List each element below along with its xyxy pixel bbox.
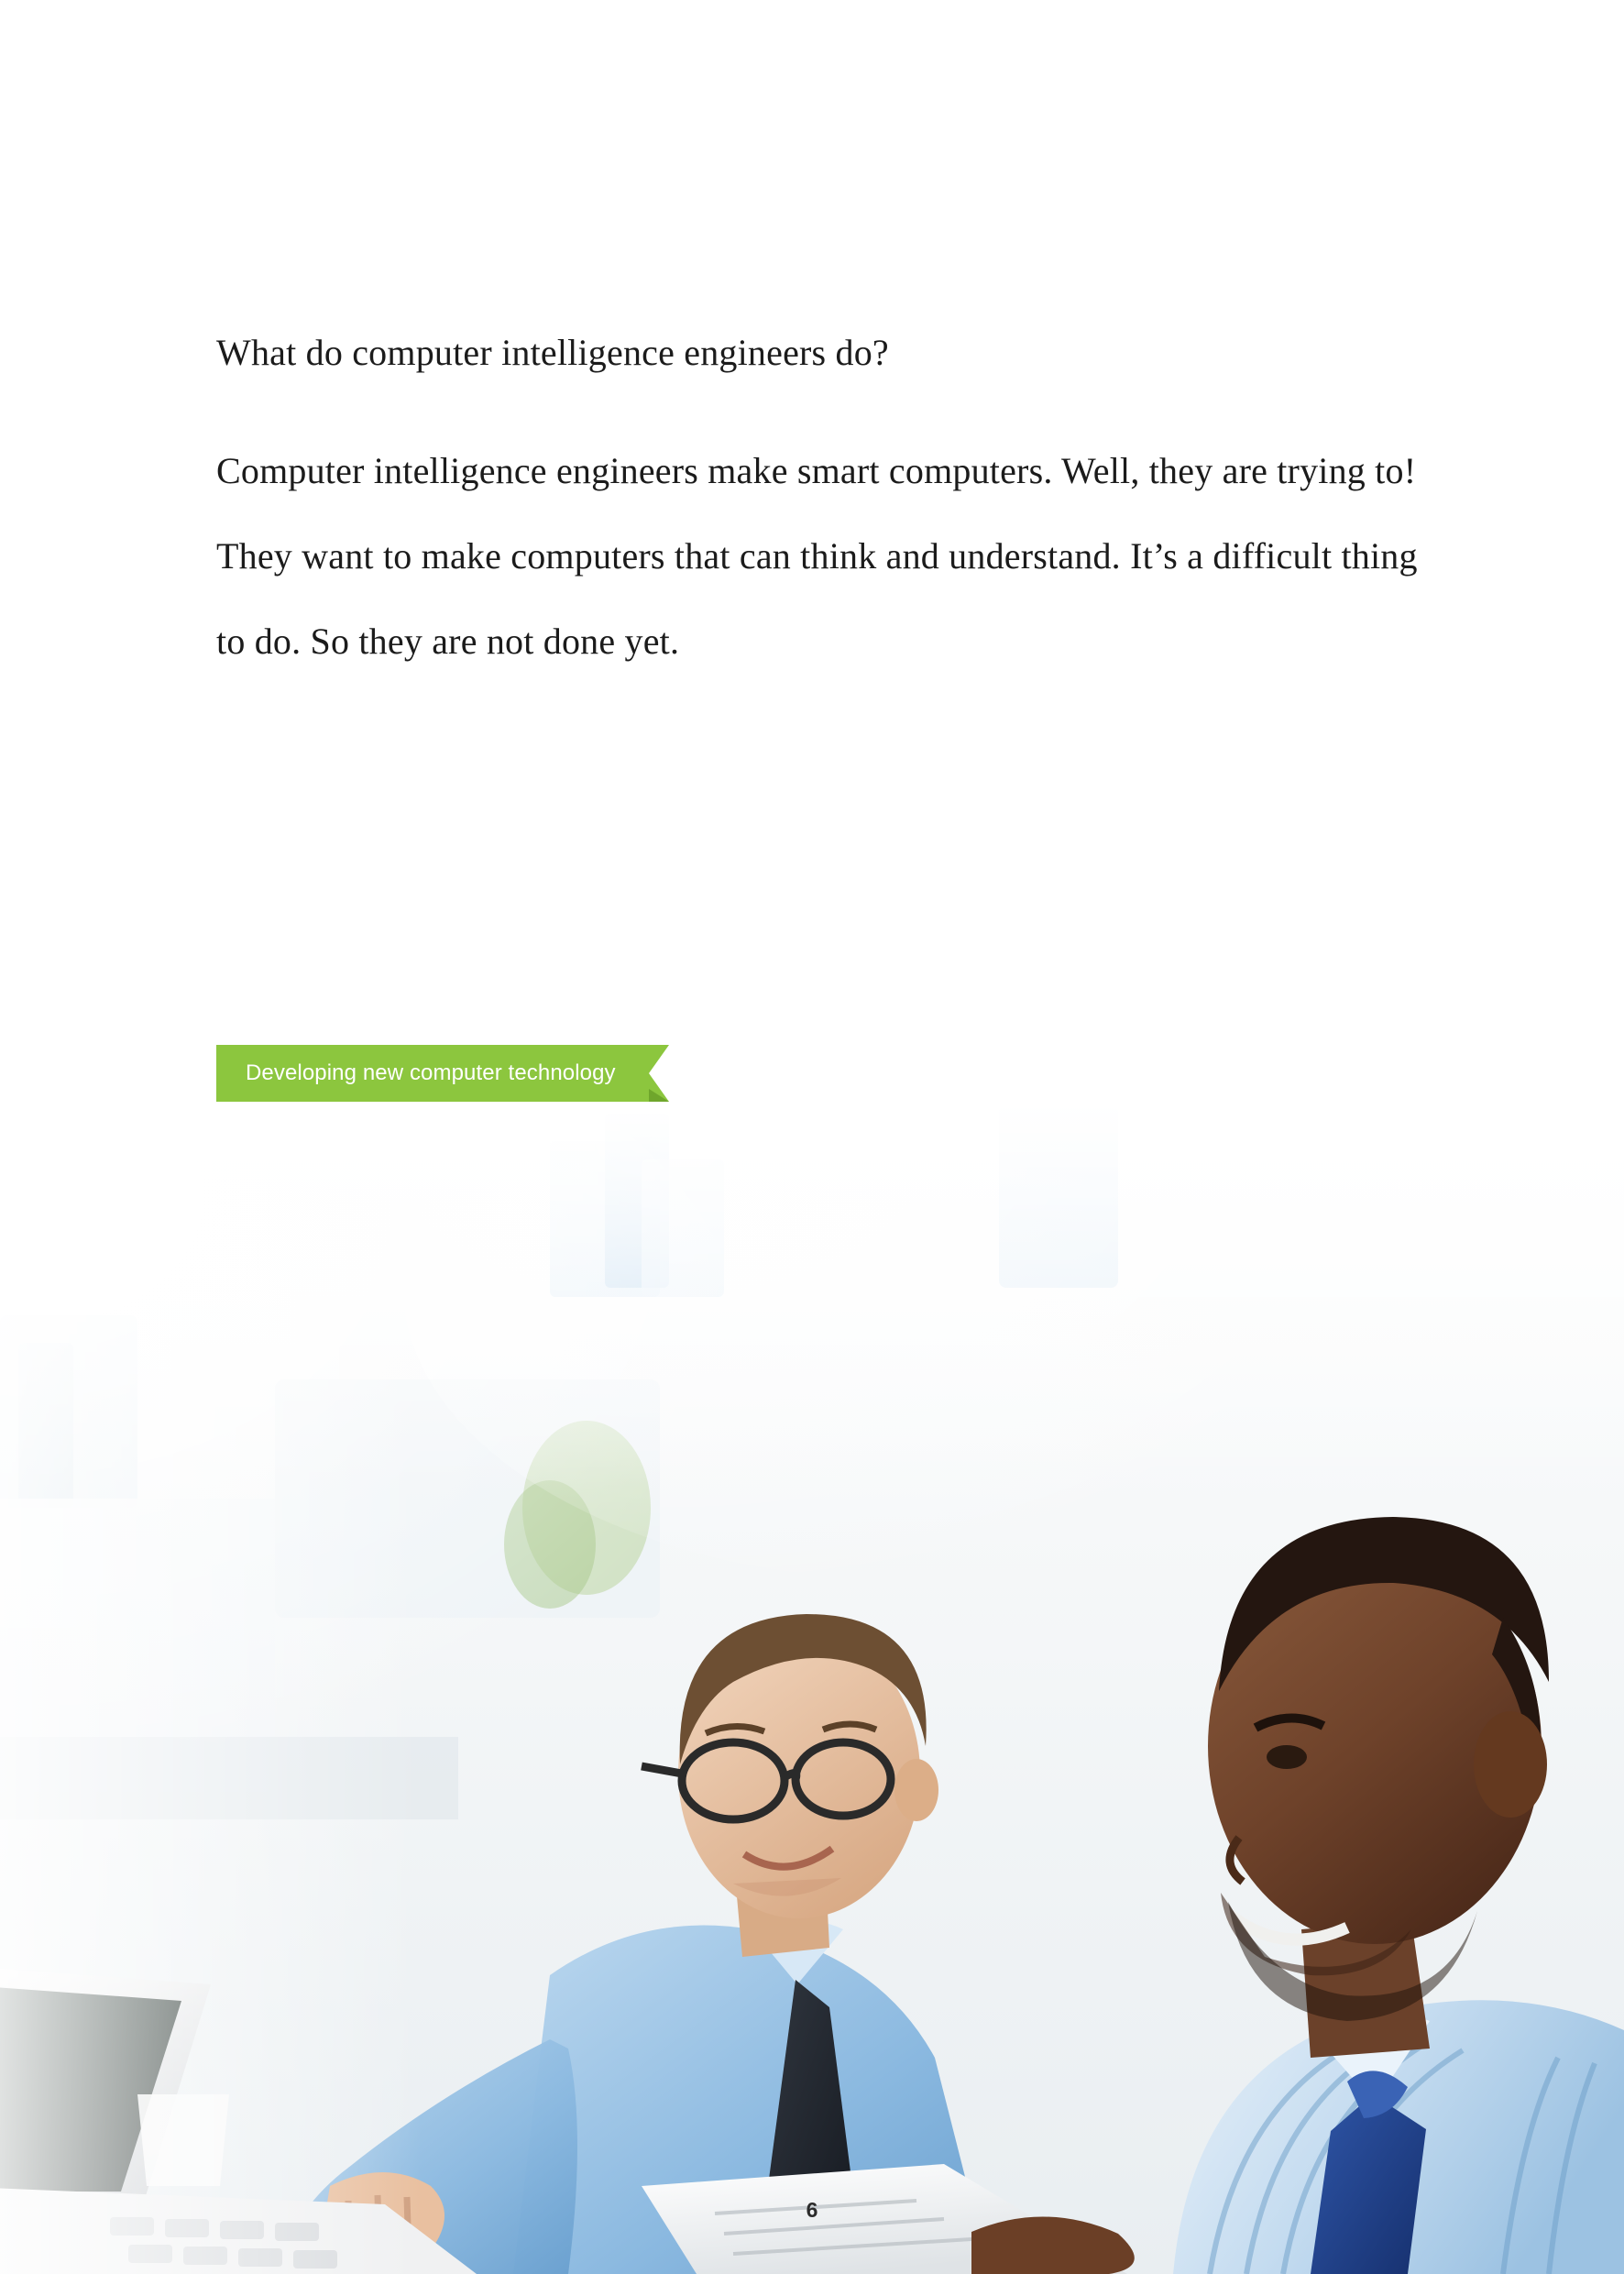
photo-caption: Developing new computer technology [216,1045,649,1102]
text-block [216,325,1435,684]
page-paragraph: Computer intelligence engineers make smart computers. Well, they are trying to! They want to make computers that can think and understand. It’s a difficult thing to do. So they are not done yet. [216,450,1418,662]
caption-fold-icon [649,1089,669,1102]
photo-svg [0,1104,1624,2274]
page-question: What do computer intelligence engineers do? [216,332,889,373]
caption-container [216,1045,649,1102]
photo-illustration [0,1104,1624,2274]
page-number: 6 [806,2198,818,2222]
